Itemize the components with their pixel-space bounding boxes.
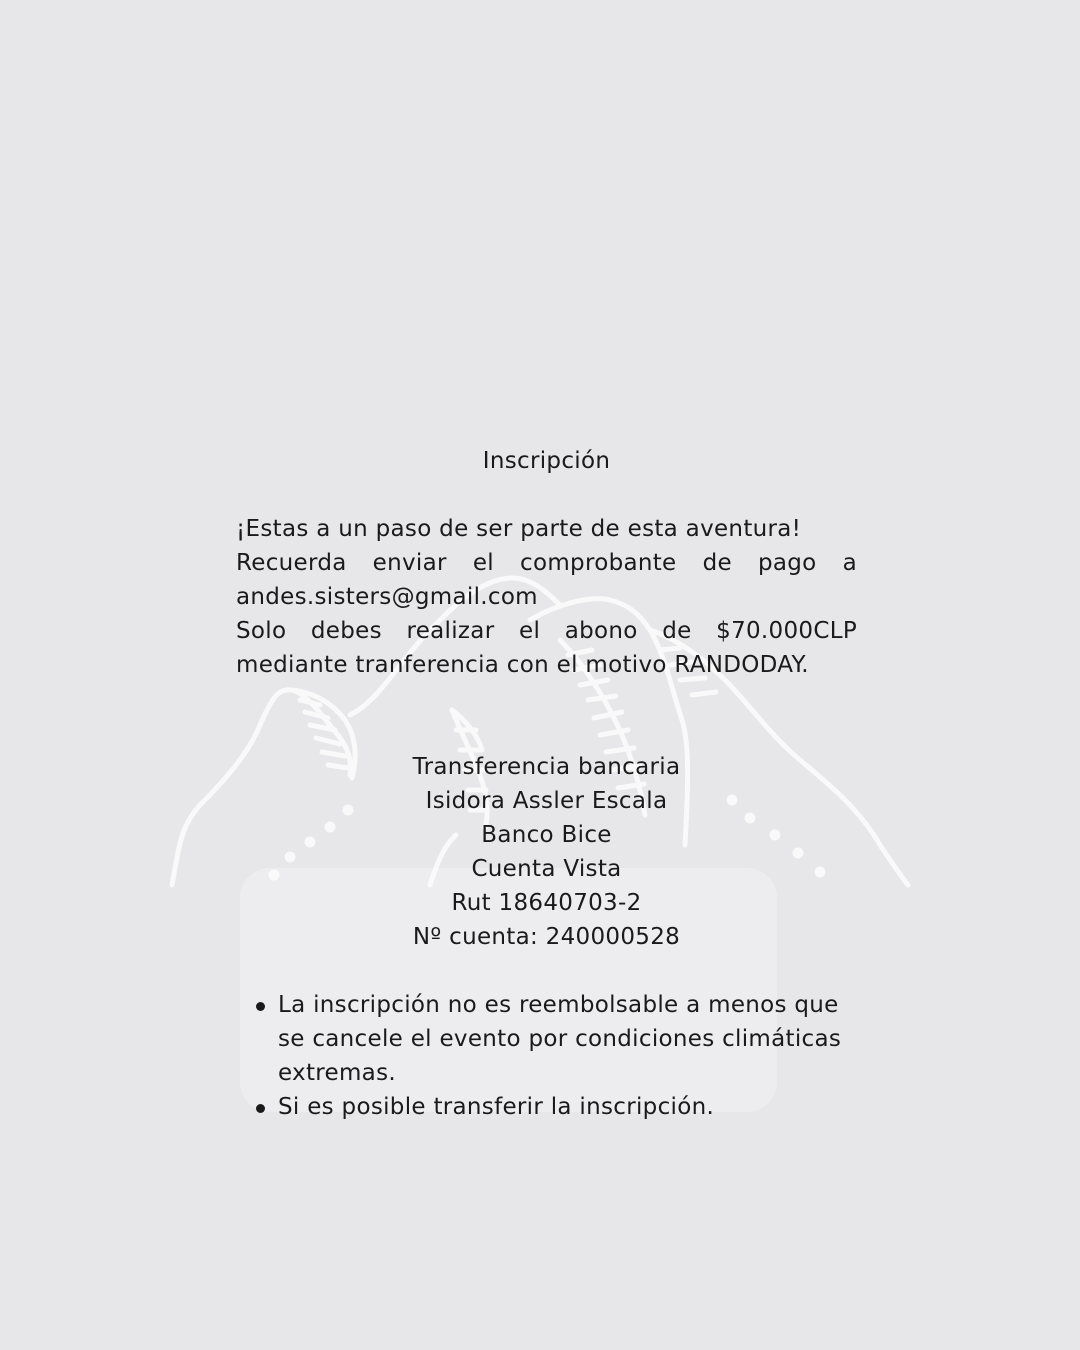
- bank-account-type: Cuenta Vista: [471, 856, 622, 882]
- bank-method: Transferencia bancaria: [412, 754, 681, 780]
- registration-info: [236, 444, 857, 1124]
- bank-rut: Rut 18640703-2: [451, 890, 642, 916]
- bank-holder: Isidora Assler Escala: [425, 788, 668, 814]
- note-text: La inscripción no es reembolsable a menos que se cancele el evento por condiciones climáticas extremas.: [278, 992, 842, 1086]
- list-item: [278, 1090, 857, 1124]
- bullet-icon: [256, 1104, 265, 1113]
- list-item: [278, 988, 857, 1090]
- spacer: [236, 954, 857, 988]
- intro-line-1: ¡Estas a un paso de ser parte de esta aventura!: [236, 516, 802, 542]
- intro-line-2: Recuerda enviar el comprobante de pago a andes.sisters@gmail.com: [236, 550, 857, 610]
- bullet-icon: [256, 1002, 265, 1011]
- spacer: [236, 682, 857, 716]
- bank-name: Banco Bice: [481, 822, 612, 848]
- notes-list: [236, 988, 857, 1124]
- bank-details: [236, 750, 857, 954]
- intro-text: [236, 512, 857, 682]
- page-title: Inscripción: [482, 448, 611, 474]
- spacer: [236, 716, 857, 750]
- spacer: [236, 478, 857, 512]
- bank-account-number: Nº cuenta: 240000528: [412, 924, 681, 950]
- note-text: Si es posible transferir la inscripción.: [278, 1094, 715, 1120]
- intro-line-3: Solo debes realizar el abono de $70.000CLP mediante tranferencia con el motivo RANDODAY.: [236, 618, 857, 678]
